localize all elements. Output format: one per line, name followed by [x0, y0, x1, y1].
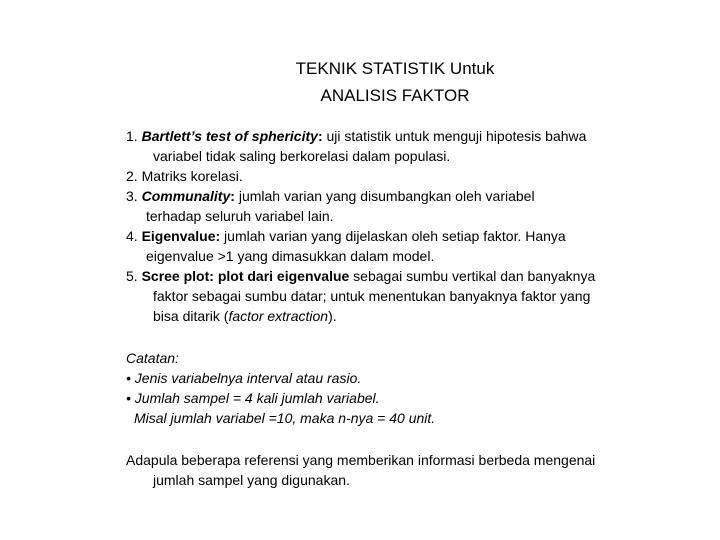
item-continuation: terhadap seluruh variabel lain. — [146, 208, 334, 224]
notes-example: Misal jumlah variabel =10, maka n-nya = 40 unit. — [134, 410, 436, 426]
item-number: 2. — [126, 168, 142, 184]
item-term: Bartlett’s test of sphericity — [141, 128, 318, 144]
item-text: jumlah varian yang dijelaskan oleh setiap faktor. Hanya — [220, 228, 566, 244]
notes-bullet: • Jenis variabelnya interval atau rasio. — [126, 370, 362, 386]
title-line-1: TEKNIK STATISTIK Untuk — [295, 59, 495, 78]
closing-paragraph — [126, 450, 666, 490]
notes-heading: Catatan: — [126, 350, 179, 366]
item-term: Communality — [141, 188, 231, 204]
item-term: Eigenvalue: — [141, 228, 221, 244]
spacer — [126, 326, 666, 348]
item-text: Matriks korelasi. — [141, 168, 243, 184]
item-text: jumlah varian yang disumbangkan oleh variabel — [238, 188, 535, 204]
list-item-scree-plot — [126, 266, 666, 326]
content-body — [126, 126, 666, 490]
notes-section — [126, 348, 666, 428]
item-number: 1. — [126, 128, 142, 144]
factor-extraction-term: factor extraction — [228, 308, 329, 324]
item-continuation: eigenvalue >1 yang dimasukkan dalam model. — [146, 248, 435, 264]
item-number: 4. — [126, 228, 142, 244]
item-term: Scree plot: plot dari eigenvalue — [141, 268, 350, 284]
item-text: sebagai sumbu vertikal dan banyaknya — [349, 268, 596, 284]
closing-line-2: jumlah sampel yang digunakan. — [153, 472, 350, 488]
item-continuation: variabel tidak saling berkorelasi dalam populasi. — [153, 148, 451, 164]
list-item-eigenvalue — [126, 226, 666, 266]
item-separator: : — [317, 128, 327, 144]
notes-bullet: • Jumlah sampel = 4 kali jumlah variabel. — [126, 390, 380, 406]
list-item-correlation-matrix — [126, 166, 666, 186]
item-number: 3. — [126, 188, 142, 204]
item-continuation: faktor sebagai sumbu datar; untuk menentukan banyaknya faktor yang — [153, 288, 591, 304]
list-item-communality — [126, 186, 666, 226]
item-continuation-2: bisa ditarik (factor extraction). — [153, 308, 337, 324]
page-title — [240, 55, 550, 109]
item-separator: : — [230, 188, 239, 204]
item-text: uji statistik untuk menguji hipotesis bahwa — [326, 128, 587, 144]
closing-line-1: Adapula beberapa referensi yang memberikan informasi berbeda mengenai — [126, 452, 596, 468]
item-number: 5. — [126, 268, 142, 284]
title-line-2: ANALISIS FAKTOR — [320, 86, 470, 105]
spacer — [126, 428, 666, 450]
list-item-bartlett — [126, 126, 666, 166]
